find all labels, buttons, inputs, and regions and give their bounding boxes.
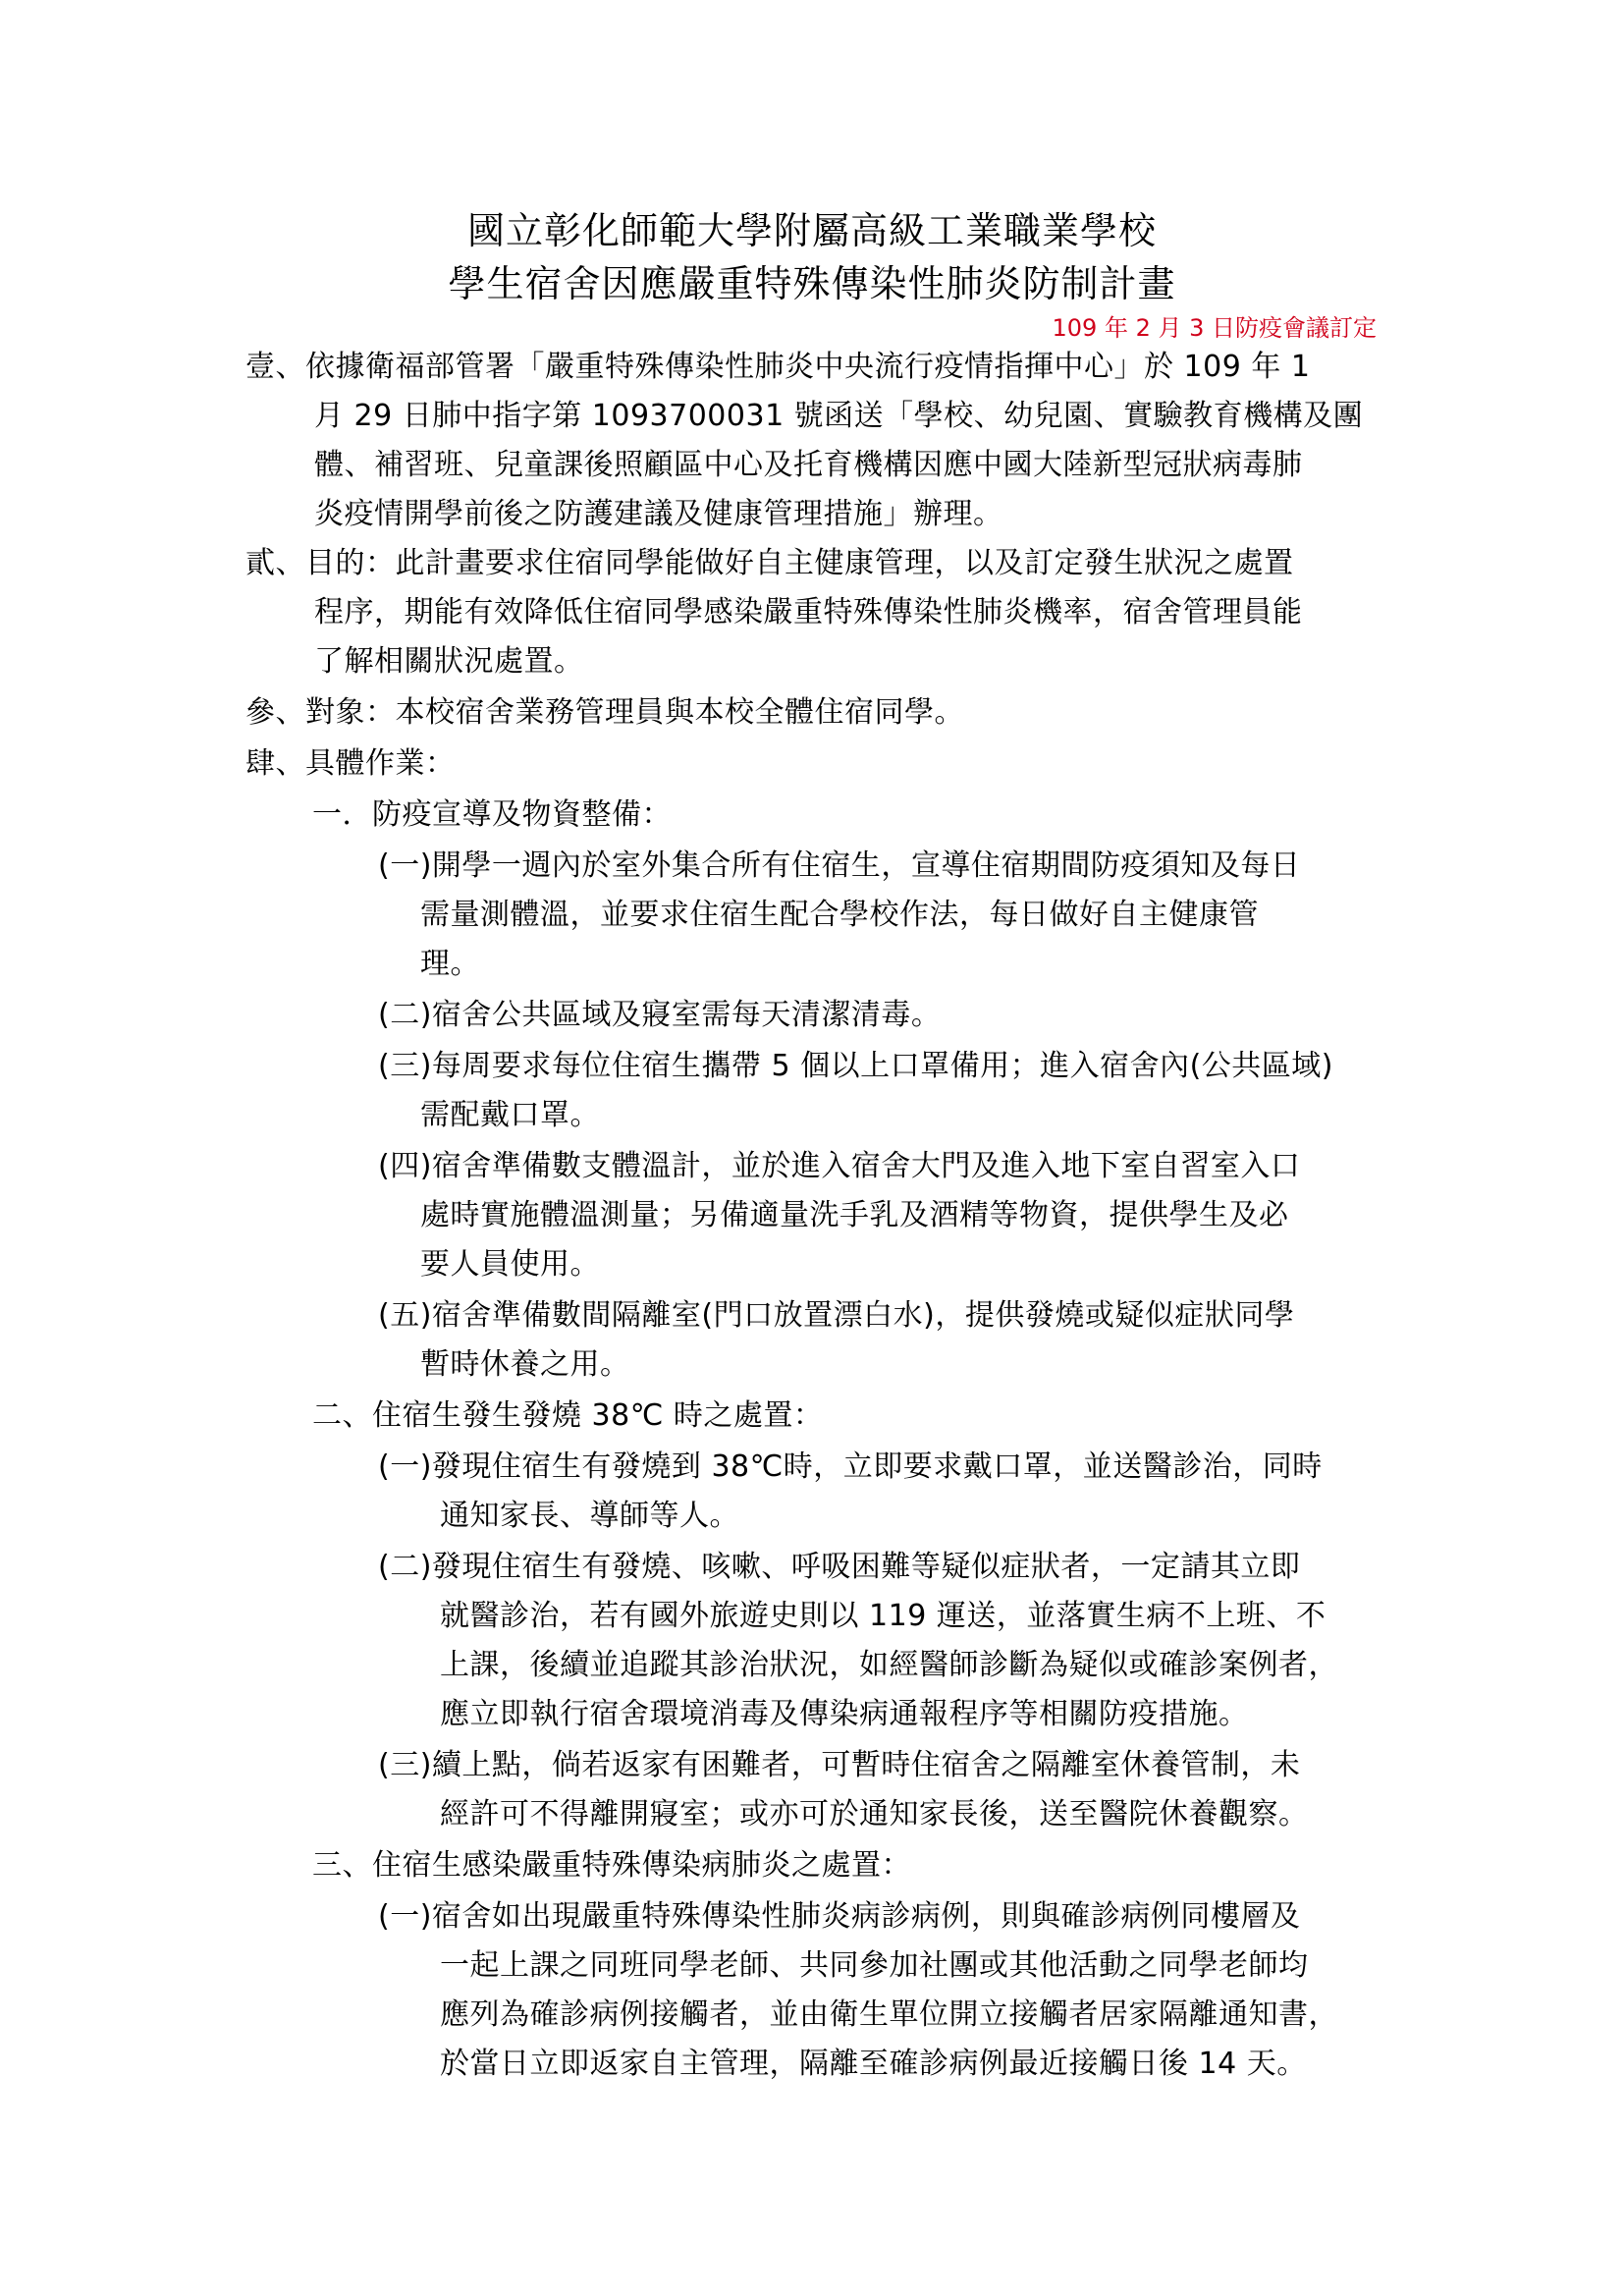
- date-note: 109 年 2 月 3 日防疫會議訂定: [1052, 314, 1377, 342]
- item-line: 於當日立即返家自主管理，隔離至確診病例最近接觸日後 14 天。: [440, 2047, 1307, 2081]
- subsection-2-heading: 二、住宿生發生發燒 38℃ 時之處置：: [312, 1398, 824, 1433]
- section-1-line: 炎疫情開學前後之防護建議及健康管理措施」辦理。: [314, 497, 1003, 531]
- section-1-line: 月 29 日肺中指字第 1093700031 號函送「學校、幼兒園、實驗教育機構及團: [314, 399, 1364, 433]
- item-line: (一)發現住宿生有發燒到 38℃時，立即要求戴口罩，並送醫診治，同時: [378, 1449, 1323, 1484]
- item-line: 需量測體溫，並要求住宿生配合學校作法，每日做好自主健康管: [420, 898, 1259, 932]
- item-line: 要人員使用。: [420, 1247, 600, 1282]
- section-3-line: 參、對象：本校宿舍業務管理員與本校全體住宿同學。: [245, 695, 964, 730]
- item-line: 處時實施體溫測量；另備適量洗手乳及酒精等物資，提供學生及必: [420, 1198, 1289, 1232]
- item-line: 經許可不得離開寢室；或亦可於通知家長後，送至醫院休養觀察。: [440, 1797, 1309, 1831]
- section-2-line: 貳、目的：此計畫要求住宿同學能做好自主健康管理，以及訂定發生狀況之處置: [245, 546, 1294, 580]
- item-line: 通知家長、導師等人。: [440, 1499, 739, 1533]
- section-1-line: 壹、依據衛福部管署「嚴重特殊傳染性肺炎中央流行疫情指揮中心」於 109 年 1: [245, 350, 1311, 384]
- section-2-line: 程序，期能有效降低住宿同學感染嚴重特殊傳染性肺炎機率，宿舍管理員能: [314, 595, 1303, 629]
- item-line: (一)開學一週內於室外集合所有住宿生，宣導住宿期間防疫須知及每日: [378, 848, 1301, 883]
- document-title-line-2: 學生宿舍因應嚴重特殊傳染性肺炎防制計畫: [448, 262, 1176, 305]
- item-line: 應列為確診病例接觸者，並由衛生單位開立接觸者居家隔離通知書，: [440, 1997, 1338, 2032]
- subsection-3-heading: 三、住宿生感染嚴重特殊傳染病肺炎之處置：: [312, 1848, 911, 1883]
- item-line: (三)每周要求每位住宿生攜帶 5 個以上口罩備用；進入宿舍內(公共區域): [378, 1049, 1333, 1083]
- item-line: (二)宿舍公共區域及寢室需每天清潔清毒。: [378, 998, 942, 1032]
- item-line: (二)發現住宿生有發燒、咳嗽、呼吸困難等疑似症狀者，一定請其立即: [378, 1550, 1301, 1584]
- item-line: (五)宿舍準備數間隔離室(門口放置漂白水)，提供發燒或疑似症狀同學: [378, 1298, 1295, 1333]
- item-line: 需配戴口罩。: [420, 1098, 600, 1132]
- item-line: 暫時休養之用。: [420, 1347, 630, 1382]
- item-line: 一起上課之同班同學老師、共同參加社團或其他活動之同學老師均: [440, 1948, 1309, 1983]
- item-line: (四)宿舍準備數支體溫計，並於進入宿舍大門及進入地下室自習室入口: [378, 1149, 1301, 1183]
- item-line: 應立即執行宿舍環境消毒及傳染病通報程序等相關防疫措施。: [440, 1697, 1249, 1731]
- subsection-1-heading: 一．防疫宣導及物資整備：: [312, 797, 672, 832]
- document-title-line-1: 國立彰化師範大學附屬高級工業職業學校: [466, 209, 1157, 252]
- section-1-line: 體、補習班、兒童課後照顧區中心及托育機構因應中國大陸新型冠狀病毒肺: [314, 448, 1303, 482]
- item-line: 理。: [420, 947, 480, 981]
- item-line: (一)宿舍如出現嚴重特殊傳染性肺炎病診病例，則與確診病例同樓層及: [378, 1899, 1301, 1934]
- item-line: 就醫診治，若有國外旅遊史則以 119 運送，並落實生病不上班、不: [440, 1599, 1326, 1633]
- section-4-heading: 肆、具體作業：: [245, 746, 456, 781]
- item-line: 上課，後續並追蹤其診治狀況，如經醫師診斷為疑似或確診案例者，: [440, 1648, 1338, 1682]
- item-line: (三)續上點，倘若返家有困難者，可暫時住宿舍之隔離室休養管制，未: [378, 1748, 1301, 1782]
- section-2-line: 了解相關狀況處置。: [314, 644, 584, 679]
